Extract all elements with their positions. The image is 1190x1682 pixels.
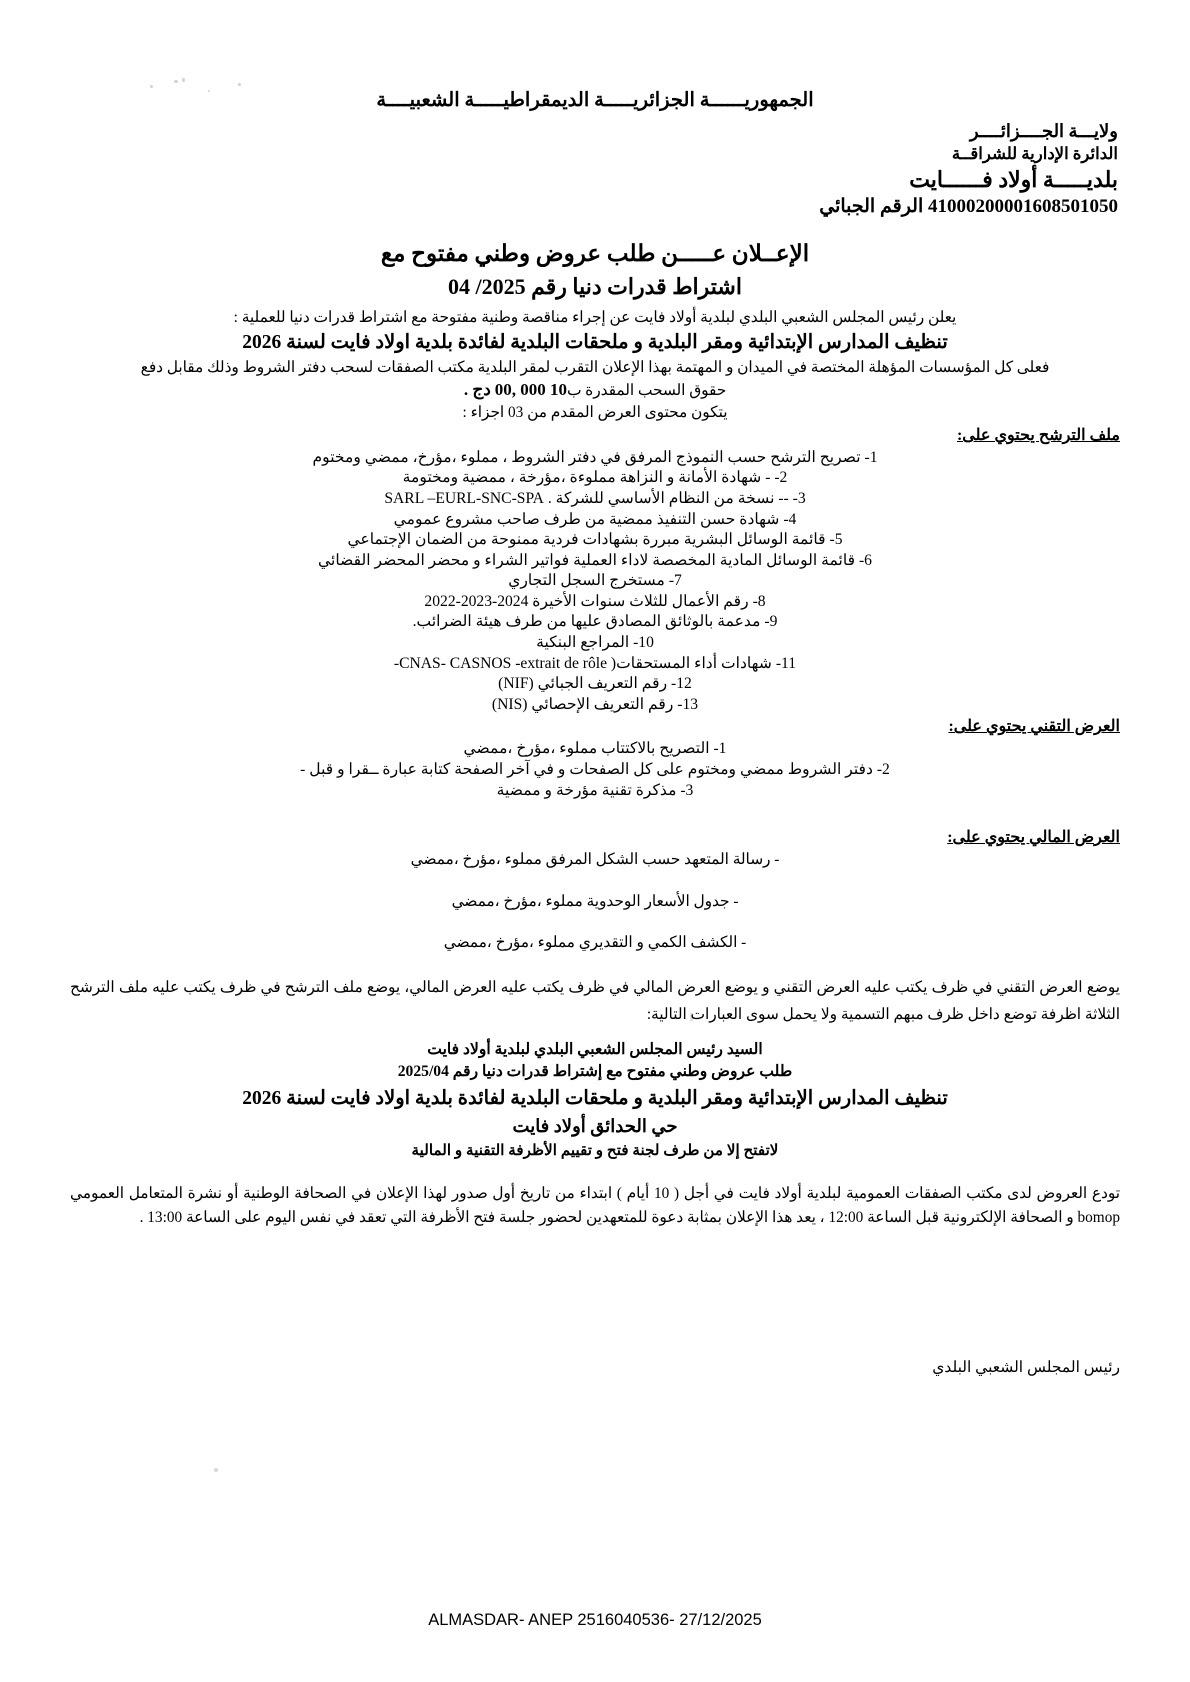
wilaya-name: ولايـــة الجــــزائــــر	[969, 121, 1118, 141]
announcement-title	[0, 238, 1190, 302]
authority-header	[698, 120, 1118, 220]
item-text: تصريح الترشح حسب النموذج المرفق في دفتر الشروط ، مملوء ،مؤرخ، ممضي ومختوم	[312, 448, 861, 466]
list-item: - رسالة المتعهد حسب الشكل المرفق مملوء ،مؤرخ ،ممضي	[410, 850, 780, 868]
item-number: 5-	[829, 531, 843, 549]
scan-artifact-lower	[214, 1468, 218, 1472]
envelope-address: حي الحدائق أولاد فايت	[512, 1115, 678, 1136]
project-title: تنظيف المدارس الإبتدائية ومقر البلدية و ملحقات البلدية لفائدة بلدية اولاد فايت لسنة 2026	[242, 331, 948, 353]
tax-id-label: الرقم الجبائي	[819, 196, 924, 218]
list-item: 3- مذكرة تقنية مؤرخة و ممضية	[496, 781, 694, 799]
title-line-1: الإعــلان عـــــن طلب عروض وطني مفتوح مع	[380, 241, 810, 266]
item-text: - شهادة الأمانة و النزاهة مملوءة ،مؤرخة ، ممضية ومختومة	[402, 469, 771, 487]
envelope-paragraph: يوضع العرض التقني في ظرف يكتب عليه العرض التقني و يوضع العرض المالي في ظرف يكتب عليه العرض المالي، يوضع ملف الترشح في ظرف يكتب عليه ملف الترشح الثلاثة اظرفة توضع داخل ظرف مبهم التسمية ولا يحمل سوى العبارات التالية:	[70, 979, 1120, 1024]
list-item	[70, 551, 1120, 572]
withdrawal-note: فعلى كل المؤسسات المؤهلة المختصة في الميدان و المهتمة بهذا الإعلان التقرب لمقر البلدية مكتب الصفقات لسحب دفتر الشروط وذلك مقابل دفع	[140, 359, 1050, 377]
deadline-paragraph: تودع العروض لدى مكتب الصفقات العمومية لبلدية أولاد فايت في أجل ( 10 أيام ) ابتداء من تاريخ أول صدور لهذا الإعلان في الصحافة الوطنية أو نشرة المتعامل العمومي bomop و الصحافة الإلكترونية قبل الساعة 12:00 ، يعد هذا الإعلان بمثابة دعوة للمتعهدين لحضور جلسة فتح الأظرفة التي تعقد في نفس اليوم على الساعة 13:00 .	[70, 1184, 1120, 1226]
item-number: 3-	[792, 490, 806, 508]
item-text: المراجع البنكية	[536, 634, 630, 652]
list-item: - جدول الأسعار الوحدوية مملوء ،مؤرخ ،ممضي	[451, 892, 739, 910]
envelope-project: تنظيف المدارس الإبتدائية ومقر البلدية و ملحقات البلدية لفائدة بلدية اولاد فايت لسنة 2026	[242, 1088, 948, 1110]
item-number: 12-	[671, 675, 692, 693]
list-item	[70, 510, 1120, 531]
candidacy-heading: ملف الترشح يحتوي على:	[956, 427, 1120, 445]
item-text: قائمة الوسائل المادية المخصصة لاداء العملية فواتير الشراء و محضر المحضر القضائي	[318, 551, 856, 569]
parts-line: يتكون محتوى العرض المقدم من 03 اجزاء :	[462, 404, 728, 422]
candidacy-list	[70, 448, 1120, 716]
list-item	[70, 489, 1120, 510]
item-text: رقم التعريف الجبائي (NIF)	[498, 675, 668, 693]
list-item: 1- التصريح بالاكتتاب مملوء ،مؤرخ ،ممضي	[463, 740, 727, 758]
fee-line	[70, 379, 1120, 401]
item-number: 9-	[764, 613, 778, 631]
item-number: 11-	[775, 654, 797, 672]
item-number: 2-	[774, 469, 788, 487]
list-item	[70, 612, 1120, 633]
list-item	[70, 592, 1120, 613]
signature-line: رئيس المجلس الشعبي البلدي	[932, 1359, 1120, 1376]
document-body	[70, 308, 1120, 1229]
financial-heading: العرض المالي يحتوي على:	[947, 828, 1120, 846]
item-text: شهادة حسن التنفيذ ممضية من طرف صاحب مشروع عمومي	[393, 510, 780, 528]
list-item	[70, 674, 1120, 695]
list-item	[70, 633, 1120, 654]
item-number: 10-	[633, 634, 654, 652]
technical-list	[70, 739, 1120, 802]
item-number: 7-	[668, 572, 682, 590]
item-text: قائمة الوسائل البشرية مبررة بشهادات فردية ممنوحة من الضمان الإجتماعي	[347, 531, 826, 549]
list-item	[70, 530, 1120, 551]
intro-paragraph: يعلن رئيس المجلس الشعبي البلدي لبلدية أولاد فايت عن إجراء مناقصة وطنية مفتوحة مع اشتراط قدرات دنيا للعملية :	[233, 309, 957, 326]
envelope-addressee: السيد رئيس المجلس الشعبي البلدي لبلدية أولاد فايت	[427, 1040, 763, 1058]
list-item: - الكشف الكمي و التقديري مملوء ،مؤرخ ،ممضي	[443, 934, 747, 952]
envelope-address-block	[70, 1039, 1120, 1162]
fee-prefix: حقوق السحب المقدرة ب	[566, 382, 727, 400]
fee-amount: 10 000 ,00	[494, 380, 567, 400]
footer-reference: ALMASDAR- ANEP 2516040536- 27/12/2025	[428, 1611, 762, 1629]
item-text: مدعمة بالوثائق المصادق عليها من طرف هيئة الضرائب.	[412, 613, 761, 631]
list-item	[70, 468, 1120, 489]
item-text: رقم التعريف الإحصائي (NIS)	[491, 695, 674, 713]
item-text: -- نسخة من النظام الأساسي للشركة . SARL –EURL-SNC-SPA	[384, 490, 789, 508]
list-item	[70, 695, 1120, 716]
tax-id-value: 41000200001608501050	[928, 196, 1118, 218]
fee-currency: دج .	[463, 380, 491, 400]
tax-id-line	[698, 195, 1118, 219]
list-item	[70, 571, 1120, 592]
daira-name: الدائرة الإدارية للشراقــة	[951, 144, 1118, 164]
list-item: 2- دفتر الشروط ممضي ومختوم على كل الصفحات و في آخر الصفحة كتابة عبارة ــقرا و قبل -	[300, 761, 890, 779]
item-number: 8-	[752, 592, 766, 610]
list-item	[70, 654, 1120, 675]
item-text: شهادات أداء المستحقات( CNAS- CASNOS -extrait de rôle-	[393, 654, 772, 672]
technical-heading: العرض التقني يحتوي على:	[948, 718, 1120, 736]
item-number: 6-	[858, 551, 872, 569]
republic-header: الجمهوريــــــة الجزائريـــــة الديمقراطيـــــة الشعبيــــة	[376, 90, 814, 111]
list-item	[70, 448, 1120, 469]
item-number: 4-	[783, 510, 797, 528]
title-line-2: اشتراط قدرات دنيا رقم 2025/ 04	[448, 273, 742, 299]
baladia-name: بلديـــــة أولاد فــــــايت	[909, 167, 1118, 193]
financial-list	[70, 850, 1120, 954]
item-text: رقم الأعمال للثلاث سنوات الأخيرة 2024-2023-2022	[424, 592, 749, 610]
item-number: 1-	[864, 448, 878, 466]
envelope-subject: طلب عروض وطني مفتوح مع إشتراط قدرات دنيا رقم 2025/04	[397, 1062, 793, 1080]
item-number: 13-	[677, 695, 699, 713]
item-text: مستخرج السجل التجاري	[508, 572, 665, 590]
envelope-do-not-open: لاتفتح إلا من طرف لجنة فتح و تقييم الأظرفة التقنية و المالية	[411, 1142, 779, 1160]
